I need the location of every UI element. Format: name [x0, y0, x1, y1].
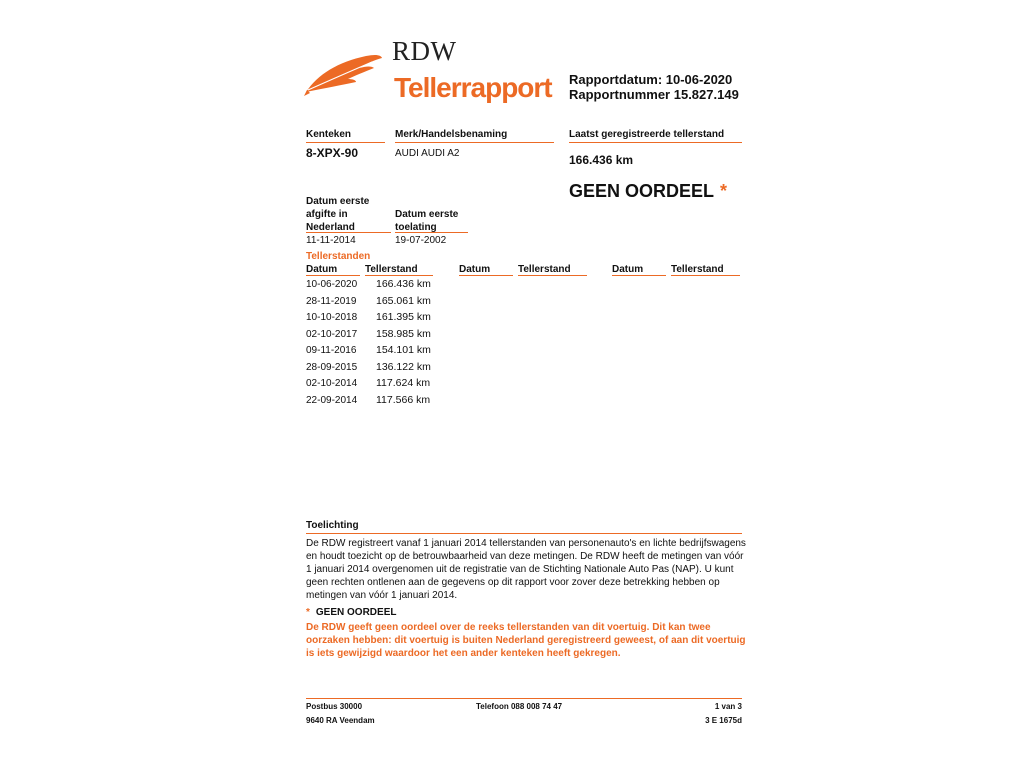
col-datum-1: Datum	[306, 264, 338, 275]
col-tellerstand-2: Tellerstand	[518, 264, 571, 275]
merk-label: Merk/Handelsbenaming	[395, 129, 508, 140]
footer-phone: Telefoon 088 008 74 47	[476, 702, 563, 711]
tellerstanden-title: Tellerstanden	[306, 251, 371, 262]
divider	[306, 232, 391, 233]
rdw-logo-icon	[304, 52, 384, 96]
reading-date: 09-11-2016	[306, 345, 357, 356]
reading-km: 136.122 km	[376, 361, 431, 373]
toelichting-body: De RDW registreert vanaf 1 januari 2014 tellerstanden van personenauto's en lichte bedrijfswagens en houdt toezicht op de betrouwbaarheid van deze metingen. De RDW heeft de metingen van vóór 1 januari 2014 overgenomen uit de registratie van de Stichting Nationale Auto Pas (NAP). U kunt geen rechten ontlenen aan de gegevens op dit rapport voor zover deze betrekking hebben op metingen van vóór 1 januari 2014.	[306, 538, 746, 601]
divider	[306, 142, 385, 143]
footer-code: 3 E 1675d	[705, 716, 742, 725]
divider	[518, 275, 587, 276]
label-line: Datum eerste	[395, 209, 459, 220]
datum-afgifte-value: 11-11-2014	[306, 235, 356, 246]
divider	[459, 275, 513, 276]
reading-date: 28-11-2019	[306, 296, 357, 307]
col-tellerstand-3: Tellerstand	[671, 264, 724, 275]
divider	[365, 275, 433, 276]
asterisk-icon: *	[306, 607, 310, 618]
reading-km: 117.624 km	[376, 377, 431, 389]
footer-postbus: Postbus 30000	[306, 702, 363, 711]
divider	[306, 533, 742, 534]
divider	[306, 275, 360, 276]
reading-km: 117.566 km	[376, 394, 431, 406]
reading-km: 165.061 km	[376, 295, 431, 307]
reading-date: 22-09-2014	[306, 395, 358, 406]
col-datum-3: Datum	[612, 264, 644, 275]
footer-page: 1 van 3	[714, 702, 742, 711]
reading-date: 02-10-2014	[306, 378, 358, 389]
divider	[395, 142, 554, 143]
col-tellerstand-1: Tellerstand	[365, 264, 418, 275]
page-title: Tellerrapport	[394, 72, 552, 103]
divider	[395, 232, 468, 233]
datum-toelating-label	[395, 208, 458, 234]
toelichting-title: Toelichting	[306, 520, 359, 531]
reading-date: 02-10-2017	[306, 329, 358, 340]
report-number: Rapportnummer 15.827.149	[569, 87, 739, 102]
divider	[569, 142, 742, 143]
oordeel-warning: De RDW geeft geen oordeel over de reeks tellerstanden van dit voertuig. Dit kan twee oorzaken hebben: dit voertuig is buiten Nederland geregistreerd geweest, of aan dit voertuig is iets gewijzigd waardoor het een ander kenteken heeft gekregen.	[306, 622, 746, 659]
label-line: Nederland	[306, 222, 355, 233]
reading-km: 166.436 km	[376, 278, 431, 290]
divider	[671, 275, 740, 276]
asterisk-icon: *	[720, 181, 728, 201]
oordeel-note-label: GEEN OORDEEL	[315, 607, 397, 618]
oordeel-status	[569, 181, 727, 202]
reading-date: 10-06-2020	[306, 279, 358, 290]
col-datum-2: Datum	[459, 264, 491, 275]
reading-km: 154.101 km	[376, 344, 431, 356]
report-date: Rapportdatum: 10-06-2020	[569, 72, 733, 87]
kenteken-value: 8-XPX-90	[306, 146, 359, 160]
label-line: toelating	[395, 222, 437, 233]
reading-date: 10-10-2018	[306, 312, 358, 323]
datum-toelating-value: 19-07-2002	[395, 235, 447, 246]
reading-km: 158.985 km	[376, 328, 431, 340]
label-line: afgifte in	[306, 209, 348, 220]
merk-value: AUDI AUDI A2	[395, 148, 460, 159]
label-line: Datum eerste	[306, 196, 370, 207]
datum-afgifte-label	[306, 195, 369, 234]
reading-date: 28-09-2015	[306, 362, 358, 373]
laatst-label: Laatst geregistreerde tellerstand	[569, 129, 725, 140]
brand-name: RDW	[392, 36, 457, 66]
footer-divider	[306, 698, 742, 699]
footer-address: 9640 RA Veendam	[306, 716, 375, 725]
kenteken-label: Kenteken	[306, 129, 352, 140]
reading-km: 161.395 km	[376, 311, 431, 323]
oordeel-note	[306, 607, 396, 618]
laatst-value: 166.436 km	[569, 153, 634, 167]
divider	[612, 275, 666, 276]
oordeel-text: GEEN OORDEEL	[569, 181, 715, 201]
